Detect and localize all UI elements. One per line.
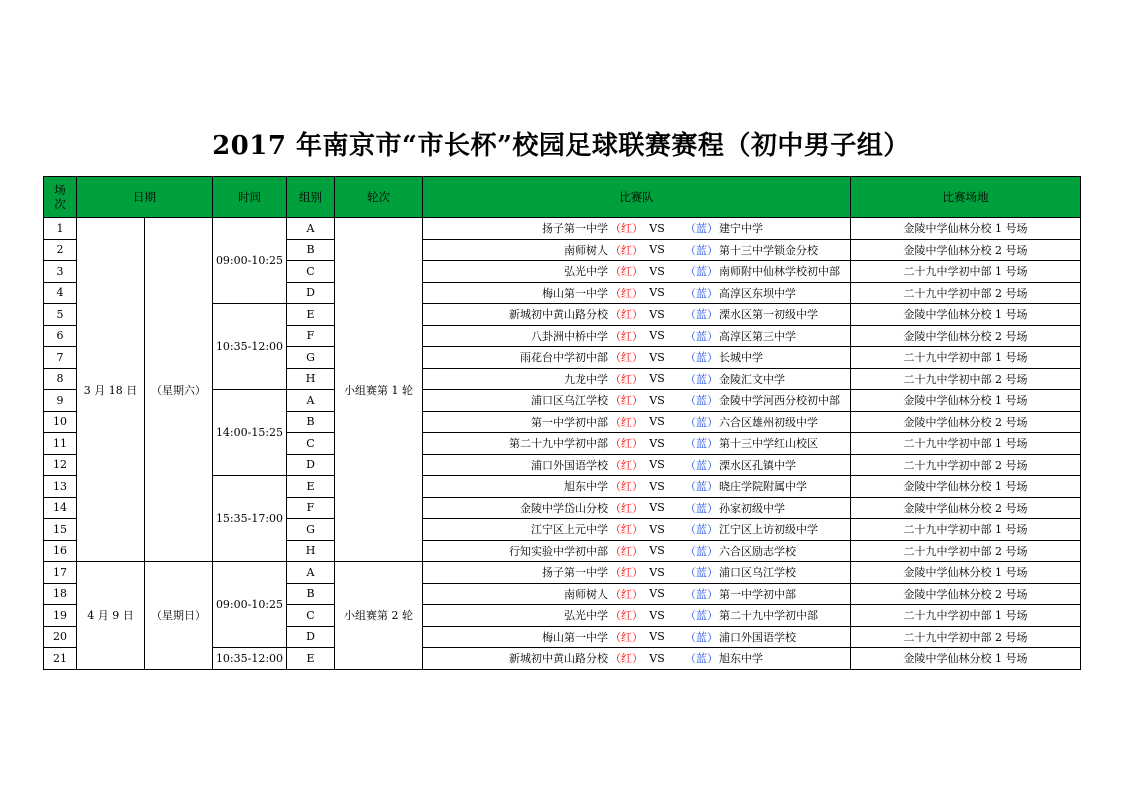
venue: 二十九中学初中部 2 号场 xyxy=(851,626,1081,648)
header-row xyxy=(44,177,1081,218)
match-number: 5 xyxy=(44,304,77,326)
round-label: 小组赛第 2 轮 xyxy=(335,562,423,670)
time-slot: 09:00-10:25 xyxy=(213,562,287,648)
red-side-label: （红） xyxy=(610,630,643,644)
match-date: 3 月 18 日 xyxy=(77,218,145,562)
group-label: B xyxy=(287,411,335,433)
blue-side-label: （蓝） xyxy=(685,630,718,644)
group-label: F xyxy=(287,325,335,347)
vs-label: VS xyxy=(649,415,665,429)
vs-label: VS xyxy=(649,630,665,644)
away-team: 高淳区第三中学 xyxy=(719,329,796,343)
away-team: 溧水区孔镇中学 xyxy=(719,458,796,472)
match-number: 21 xyxy=(44,648,77,670)
time-slot: 09:00-10:25 xyxy=(213,218,287,304)
vs-label: VS xyxy=(649,651,665,665)
blue-side-label: （蓝） xyxy=(685,652,718,666)
table-row xyxy=(44,218,1081,240)
header-date: 日期 xyxy=(77,177,213,218)
red-side-label: （红） xyxy=(610,308,643,322)
red-side-label: （红） xyxy=(610,372,643,386)
group-label: E xyxy=(287,476,335,498)
vs-label: VS xyxy=(649,608,665,622)
home-team: 梅山第一中学 xyxy=(542,286,608,300)
matchup xyxy=(423,261,851,283)
matchup xyxy=(423,347,851,369)
vs-label: VS xyxy=(649,286,665,300)
match-number: 12 xyxy=(44,454,77,476)
venue: 二十九中学初中部 1 号场 xyxy=(851,519,1081,541)
blue-side-label: （蓝） xyxy=(685,501,718,515)
venue: 二十九中学初中部 1 号场 xyxy=(851,347,1081,369)
match-number: 17 xyxy=(44,562,77,584)
time-slot: 15:35-17:00 xyxy=(213,476,287,562)
match-number: 9 xyxy=(44,390,77,412)
matchup xyxy=(423,218,851,240)
group-label: D xyxy=(287,454,335,476)
schedule-table xyxy=(43,176,1081,670)
group-label: F xyxy=(287,497,335,519)
vs-label: VS xyxy=(649,522,665,536)
venue: 金陵中学仙林分校 1 号场 xyxy=(851,476,1081,498)
group-label: C xyxy=(287,433,335,455)
page-title: 2017 年南京市“市长杯”校园足球联赛赛程（初中男子组） xyxy=(212,131,910,161)
venue: 金陵中学仙林分校 2 号场 xyxy=(851,583,1081,605)
away-team: 第十三中学红山校区 xyxy=(719,437,818,451)
home-team: 旭东中学 xyxy=(564,480,608,494)
home-team: 金陵中学岱山分校 xyxy=(520,501,608,515)
blue-side-label: （蓝） xyxy=(685,372,718,386)
home-team: 八卦洲中桥中学 xyxy=(531,329,608,343)
away-team: 第一中学初中部 xyxy=(719,587,796,601)
header-venue: 比赛场地 xyxy=(851,177,1081,218)
header-index: 场 次 xyxy=(44,177,77,218)
match-number: 18 xyxy=(44,583,77,605)
vs-label: VS xyxy=(649,329,665,343)
match-number: 20 xyxy=(44,626,77,648)
match-number: 7 xyxy=(44,347,77,369)
venue: 金陵中学仙林分校 1 号场 xyxy=(851,304,1081,326)
group-label: A xyxy=(287,390,335,412)
match-number: 16 xyxy=(44,540,77,562)
blue-side-label: （蓝） xyxy=(685,566,718,580)
home-team: 弘光中学 xyxy=(564,265,608,279)
home-team: 行知实验中学初中部 xyxy=(509,544,608,558)
matchup xyxy=(423,325,851,347)
match-number: 14 xyxy=(44,497,77,519)
matchup xyxy=(423,454,851,476)
match-number: 3 xyxy=(44,261,77,283)
blue-side-label: （蓝） xyxy=(685,351,718,365)
vs-label: VS xyxy=(649,565,665,579)
match-number: 15 xyxy=(44,519,77,541)
away-team: 第二十九中学初中部 xyxy=(719,609,818,623)
blue-side-label: （蓝） xyxy=(685,394,718,408)
header-teams: 比赛队 xyxy=(423,177,851,218)
red-side-label: （红） xyxy=(610,544,643,558)
matchup xyxy=(423,282,851,304)
home-team: 南师树人 xyxy=(564,243,608,257)
round-label: 小组赛第 1 轮 xyxy=(335,218,423,562)
red-side-label: （红） xyxy=(610,351,643,365)
blue-side-label: （蓝） xyxy=(685,609,718,623)
blue-side-label: （蓝） xyxy=(685,480,718,494)
red-side-label: （红） xyxy=(610,458,643,472)
match-number: 2 xyxy=(44,239,77,261)
away-team: 浦口区乌江学校 xyxy=(719,566,796,580)
matchup xyxy=(423,648,851,670)
vs-label: VS xyxy=(649,436,665,450)
vs-label: VS xyxy=(649,243,665,257)
away-team: 旭东中学 xyxy=(719,652,763,666)
red-side-label: （红） xyxy=(610,415,643,429)
blue-side-label: （蓝） xyxy=(685,523,718,537)
matchup xyxy=(423,583,851,605)
vs-label: VS xyxy=(649,307,665,321)
matchup xyxy=(423,519,851,541)
blue-side-label: （蓝） xyxy=(685,329,718,343)
vs-label: VS xyxy=(649,393,665,407)
match-number: 13 xyxy=(44,476,77,498)
away-team: 第十三中学锁金分校 xyxy=(719,243,818,257)
red-side-label: （红） xyxy=(610,501,643,515)
matchup xyxy=(423,562,851,584)
matchup xyxy=(423,626,851,648)
group-label: A xyxy=(287,562,335,584)
blue-side-label: （蓝） xyxy=(685,544,718,558)
red-side-label: （红） xyxy=(610,265,643,279)
away-team: 六合区励志学校 xyxy=(719,544,796,558)
venue: 二十九中学初中部 2 号场 xyxy=(851,454,1081,476)
matchup xyxy=(423,433,851,455)
red-side-label: （红） xyxy=(610,587,643,601)
header-round: 轮次 xyxy=(335,177,423,218)
matchup xyxy=(423,497,851,519)
group-label: E xyxy=(287,648,335,670)
away-team: 六合区雄州初级中学 xyxy=(719,415,818,429)
venue: 金陵中学仙林分校 1 号场 xyxy=(851,390,1081,412)
matchup xyxy=(423,304,851,326)
red-side-label: （红） xyxy=(610,329,643,343)
away-team: 建宁中学 xyxy=(719,222,763,236)
table-row xyxy=(44,562,1081,584)
matchup xyxy=(423,368,851,390)
blue-side-label: （蓝） xyxy=(685,415,718,429)
home-team: 第二十九中学初中部 xyxy=(509,437,608,451)
red-side-label: （红） xyxy=(610,394,643,408)
match-number: 11 xyxy=(44,433,77,455)
vs-label: VS xyxy=(649,587,665,601)
blue-side-label: （蓝） xyxy=(685,243,718,257)
blue-side-label: （蓝） xyxy=(685,437,718,451)
red-side-label: （红） xyxy=(610,243,643,257)
time-slot: 14:00-15:25 xyxy=(213,390,287,476)
match-number: 6 xyxy=(44,325,77,347)
away-team: 长城中学 xyxy=(719,351,763,365)
vs-label: VS xyxy=(649,544,665,558)
home-team: 扬子第一中学 xyxy=(542,222,608,236)
home-team: 浦口外国语学校 xyxy=(531,458,608,472)
group-label: D xyxy=(287,626,335,648)
matchup xyxy=(423,476,851,498)
venue: 金陵中学仙林分校 2 号场 xyxy=(851,239,1081,261)
group-label: C xyxy=(287,261,335,283)
header-group: 组别 xyxy=(287,177,335,218)
red-side-label: （红） xyxy=(610,609,643,623)
group-label: G xyxy=(287,347,335,369)
venue: 金陵中学仙林分校 2 号场 xyxy=(851,325,1081,347)
away-team: 金陵中学河西分校初中部 xyxy=(719,394,840,408)
match-number: 8 xyxy=(44,368,77,390)
blue-side-label: （蓝） xyxy=(685,308,718,322)
venue: 二十九中学初中部 2 号场 xyxy=(851,540,1081,562)
away-team: 高淳区东坝中学 xyxy=(719,286,796,300)
matchup xyxy=(423,540,851,562)
time-slot: 10:35-12:00 xyxy=(213,648,287,670)
group-label: A xyxy=(287,218,335,240)
header-time: 时间 xyxy=(213,177,287,218)
away-team: 江宁区上访初级中学 xyxy=(719,523,818,537)
matchup xyxy=(423,605,851,627)
match-weekday: （星期日） xyxy=(145,562,213,670)
away-team: 金陵汇文中学 xyxy=(719,372,785,386)
home-team: 雨花台中学初中部 xyxy=(520,351,608,365)
venue: 二十九中学初中部 2 号场 xyxy=(851,368,1081,390)
red-side-label: （红） xyxy=(610,222,643,236)
group-label: H xyxy=(287,540,335,562)
away-team: 溧水区第一初级中学 xyxy=(719,308,818,322)
away-team: 南师附中仙林学校初中部 xyxy=(719,265,840,279)
match-number: 10 xyxy=(44,411,77,433)
home-team: 南师树人 xyxy=(564,587,608,601)
group-label: B xyxy=(287,583,335,605)
vs-label: VS xyxy=(649,350,665,364)
venue: 二十九中学初中部 1 号场 xyxy=(851,605,1081,627)
home-team: 梅山第一中学 xyxy=(542,630,608,644)
time-slot: 10:35-12:00 xyxy=(213,304,287,390)
group-label: G xyxy=(287,519,335,541)
red-side-label: （红） xyxy=(610,286,643,300)
home-team: 弘光中学 xyxy=(564,609,608,623)
match-number: 1 xyxy=(44,218,77,240)
vs-label: VS xyxy=(649,372,665,386)
match-number: 4 xyxy=(44,282,77,304)
red-side-label: （红） xyxy=(610,523,643,537)
blue-side-label: （蓝） xyxy=(685,458,718,472)
match-weekday: （星期六） xyxy=(145,218,213,562)
away-team: 晓庄学院附属中学 xyxy=(719,480,807,494)
blue-side-label: （蓝） xyxy=(685,587,718,601)
red-side-label: （红） xyxy=(610,566,643,580)
blue-side-label: （蓝） xyxy=(685,222,718,236)
group-label: H xyxy=(287,368,335,390)
vs-label: VS xyxy=(649,221,665,235)
vs-label: VS xyxy=(649,501,665,515)
home-team: 扬子第一中学 xyxy=(542,566,608,580)
venue: 金陵中学仙林分校 1 号场 xyxy=(851,648,1081,670)
match-date: 4 月 9 日 xyxy=(77,562,145,670)
red-side-label: （红） xyxy=(610,437,643,451)
red-side-label: （红） xyxy=(610,652,643,666)
home-team: 第一中学初中部 xyxy=(531,415,608,429)
group-label: B xyxy=(287,239,335,261)
venue: 金陵中学仙林分校 1 号场 xyxy=(851,218,1081,240)
home-team: 浦口区乌江学校 xyxy=(531,394,608,408)
venue: 金陵中学仙林分校 2 号场 xyxy=(851,497,1081,519)
home-team: 新城初中黄山路分校 xyxy=(509,308,608,322)
vs-label: VS xyxy=(649,479,665,493)
matchup xyxy=(423,239,851,261)
group-label: C xyxy=(287,605,335,627)
venue: 二十九中学初中部 2 号场 xyxy=(851,282,1081,304)
blue-side-label: （蓝） xyxy=(685,286,718,300)
schedule-body xyxy=(44,218,1081,670)
venue: 金陵中学仙林分校 2 号场 xyxy=(851,411,1081,433)
red-side-label: （红） xyxy=(610,480,643,494)
venue: 二十九中学初中部 1 号场 xyxy=(851,433,1081,455)
group-label: D xyxy=(287,282,335,304)
home-team: 新城初中黄山路分校 xyxy=(509,652,608,666)
vs-label: VS xyxy=(649,264,665,278)
home-team: 九龙中学 xyxy=(564,372,608,386)
venue: 二十九中学初中部 1 号场 xyxy=(851,261,1081,283)
match-number: 19 xyxy=(44,605,77,627)
matchup xyxy=(423,390,851,412)
blue-side-label: （蓝） xyxy=(685,265,718,279)
home-team: 江宁区上元中学 xyxy=(531,523,608,537)
away-team: 孙家初级中学 xyxy=(719,501,785,515)
vs-label: VS xyxy=(649,458,665,472)
away-team: 浦口外国语学校 xyxy=(719,630,796,644)
venue: 金陵中学仙林分校 1 号场 xyxy=(851,562,1081,584)
group-label: E xyxy=(287,304,335,326)
matchup xyxy=(423,411,851,433)
